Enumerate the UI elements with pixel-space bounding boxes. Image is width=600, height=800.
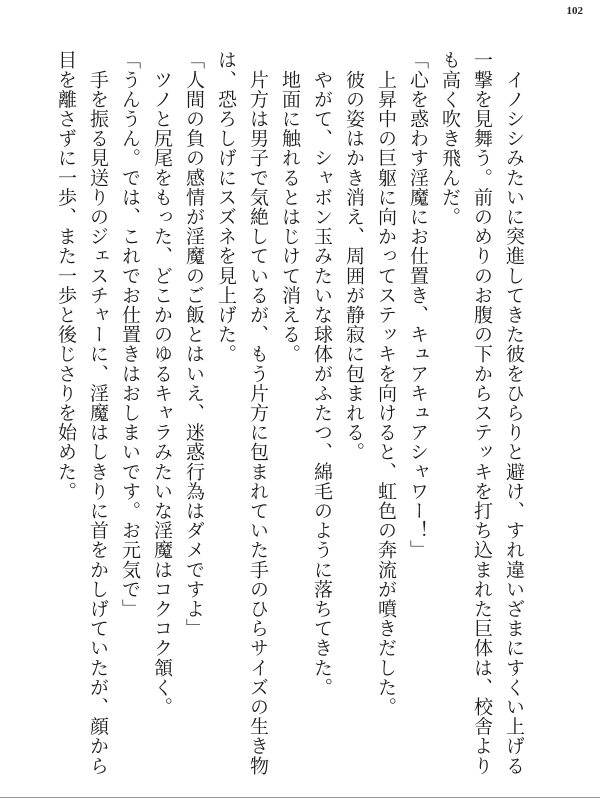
bottom-divider <box>0 797 600 798</box>
paragraph: 片方は男子で気絶しているが、もう片方に包まれていた手のひらサイズの生き物は、恐ろしげにスズネを見上げた。 <box>215 50 269 776</box>
paragraph: ツノと尻尾をもった、どこかのゆるキャラみたいな淫魔はコクコク頷く。 <box>151 50 173 717</box>
dialogue-paragraph: 「うんうん。では、これでお仕置きはおしまいです。お元気で」 <box>119 50 141 619</box>
paragraph: 彼の姿はかき消え、周囲が静寂に包まれる。 <box>343 50 365 462</box>
page-number: 102 <box>566 5 583 17</box>
dialogue-paragraph: 「人間の負の感情が淫魔のご飯とはいえ、迷惑行為はダメですよ」 <box>183 50 205 638</box>
dialogue-paragraph: 「心を惑わす淫魔にお仕置き、キュアキュアシャワー！」 <box>407 50 429 560</box>
paragraph: 上昇中の巨躯に向かってステッキを向けると、虹色の奔流が噴きだした。 <box>375 50 397 717</box>
vertical-text-body <box>50 50 530 790</box>
paragraph: イノシシみたいに突進してきた彼をひらりと避け、すれ違いざまにすくい上げる一撃を見舞う。前のめりのお腹の下からステッキを打ち込まれた巨体は、校舎よりも高く吹き飛んだ。 <box>439 50 525 776</box>
paragraph: 手を振る見送りのジェスチャーに、淫魔はしきりに首をかしげていたが、顔から目を離さずに一歩、また一歩と後じさりを始めた。 <box>55 50 109 776</box>
paragraph: やがて、シャボン玉みたいな球体がふたつ、綿毛のように落ちてきた。 <box>311 50 333 697</box>
paragraph: 地面に触れるとはじけて消える。 <box>279 50 301 364</box>
